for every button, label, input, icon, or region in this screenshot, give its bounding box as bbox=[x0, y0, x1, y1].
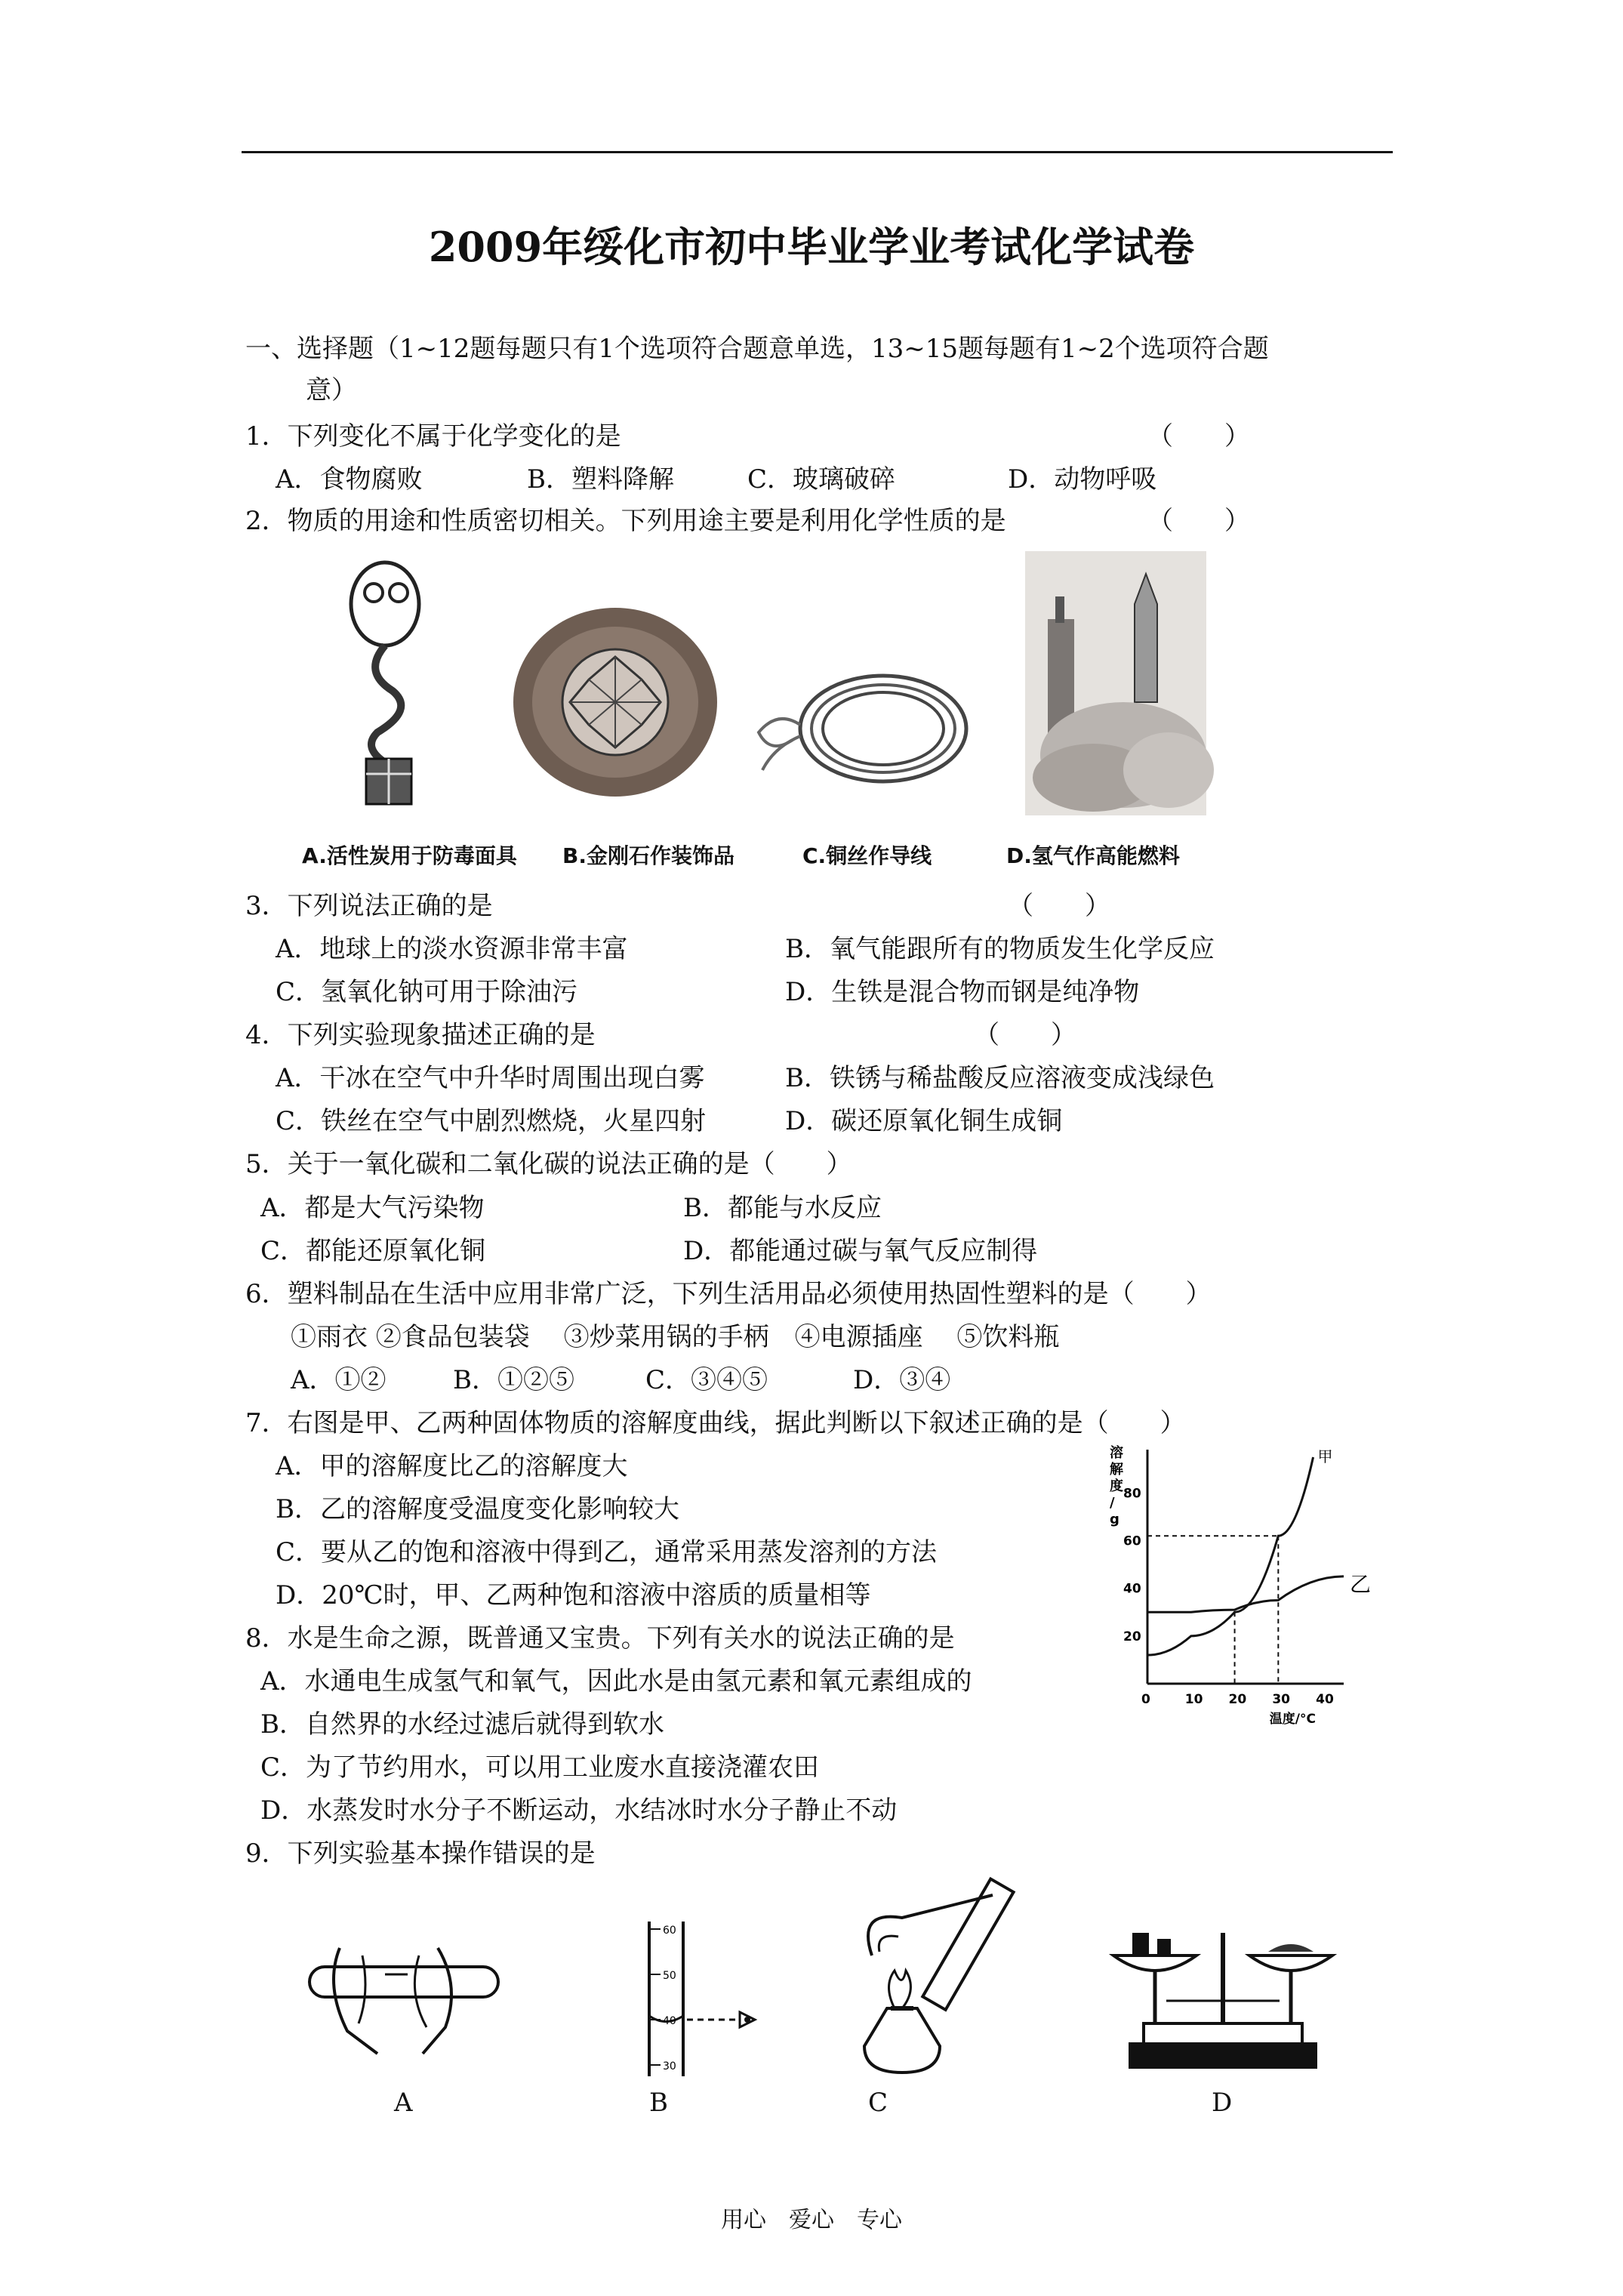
x-tick-label: 30 bbox=[1272, 1692, 1291, 1707]
q7-option: C．要从乙的饱和溶液中得到乙，通常采用蒸发溶剂的方法 bbox=[276, 1537, 938, 1567]
x-tick-label: 10 bbox=[1184, 1692, 1203, 1707]
cylinder-tick-label: 40 bbox=[663, 2015, 676, 2027]
gas-mask-image bbox=[332, 559, 460, 808]
cylinder-tick-label: 30 bbox=[663, 2060, 676, 2073]
q6-items: ①雨衣 ②食品包装袋 ③炒菜用锅的手柄 ④电源插座 ⑤饮料瓶 bbox=[291, 1322, 1060, 1352]
q4-answer-paren: （ ） bbox=[974, 1020, 1076, 1050]
q4-option: C．铁丝在空气中剧烈燃烧，火星四射 bbox=[276, 1106, 707, 1136]
q1-option: A．食物腐败 bbox=[276, 464, 423, 495]
q4-option: B．铁锈与稀盐酸反应溶液变成浅绿色 bbox=[785, 1063, 1215, 1093]
header-rule bbox=[242, 151, 1393, 153]
q9-label-b: B bbox=[649, 2088, 668, 2118]
q3-answer-paren: （ ） bbox=[1008, 891, 1110, 921]
q1-option: C．玻璃破碎 bbox=[747, 464, 896, 495]
page-footer: 用心 爱心 专心 bbox=[721, 2207, 902, 2233]
section-heading-cont: 意） bbox=[306, 375, 357, 405]
q4-option: A．干冰在空气中升华时周围出现白雾 bbox=[276, 1063, 705, 1093]
cylinder-tick-label: 60 bbox=[663, 1925, 676, 1937]
solubility-chart bbox=[1079, 1435, 1372, 1737]
q1-stem: 1．下列变化不属于化学变化的是 bbox=[245, 421, 621, 451]
q3-option: A．地球上的淡水资源非常丰富 bbox=[276, 934, 628, 964]
q6-option: A．①② bbox=[291, 1365, 387, 1395]
q2-answer-paren: （ ） bbox=[1147, 506, 1250, 536]
y-tick-label: 20 bbox=[1123, 1629, 1141, 1644]
q3-stem: 3．下列说法正确的是 bbox=[245, 891, 493, 921]
series-line-jia bbox=[1147, 1457, 1313, 1655]
q8-option: D．水蒸发时水分子不断运动，水结冰时水分子静止不动 bbox=[260, 1795, 898, 1826]
y-tick-label: 60 bbox=[1123, 1533, 1141, 1549]
q6-option: C．③④⑤ bbox=[645, 1365, 768, 1395]
test-tube-hands-image bbox=[294, 1933, 521, 2061]
q4-stem: 4．下列实验现象描述正确的是 bbox=[245, 1020, 596, 1050]
q1-option: B．塑料降解 bbox=[527, 464, 674, 495]
copper-wire-image bbox=[747, 664, 974, 793]
q8-option: C．为了节约用水，可以用工业废水直接浇灌农田 bbox=[260, 1752, 820, 1783]
q6-option: D．③④ bbox=[853, 1365, 951, 1395]
y-tick-label: 40 bbox=[1123, 1581, 1141, 1597]
q6-stem: 6．塑料制品在生活中应用非常广泛，下列生活用品必须使用热固性塑料的是（ ） bbox=[245, 1279, 1212, 1309]
q8-option: A．水通电生成氢气和氧气，因此水是由氢元素和氧元素组成的 bbox=[260, 1666, 972, 1697]
y-tick-label: 80 bbox=[1123, 1486, 1141, 1502]
q3-option: C．氢氧化钠可用于除油污 bbox=[276, 977, 578, 1007]
measuring-cylinder-image bbox=[627, 1914, 778, 2080]
q3-option: D．生铁是混合物而钢是纯净物 bbox=[785, 977, 1140, 1007]
q8-stem: 8．水是生命之源，既普通又宝贵。下列有关水的说法正确的是 bbox=[245, 1623, 955, 1653]
q5-option: C．都能还原氧化铜 bbox=[260, 1236, 486, 1266]
q2-caption-b: B.金刚石作装饰品 bbox=[562, 843, 735, 868]
section-heading: 一、选择题（1~12题每题只有1个选项符合题意单选，13~15题每题有1~2个选项符合题 bbox=[245, 334, 1269, 364]
q1-option: D．动物呼吸 bbox=[1008, 464, 1157, 495]
q3-option: B．氧气能跟所有的物质发生化学反应 bbox=[785, 934, 1215, 964]
q7-option: A．甲的溶解度比乙的溶解度大 bbox=[276, 1451, 628, 1481]
page-title: 2009年绥化市初中毕业学业考试化学试卷 bbox=[428, 223, 1195, 271]
q5-option: B．都能与水反应 bbox=[683, 1193, 882, 1223]
series-label: 乙 bbox=[1350, 1571, 1372, 1597]
cylinder-tick-label: 50 bbox=[663, 1970, 676, 1982]
x-tick-label: 0 bbox=[1141, 1692, 1150, 1707]
q4-option: D．碳还原氧化铜生成铜 bbox=[785, 1106, 1063, 1136]
q9-stem: 9．下列实验基本操作错误的是 bbox=[245, 1838, 596, 1869]
balance-scale-image bbox=[1098, 1910, 1347, 2084]
q9-label-d: D bbox=[1212, 2088, 1233, 2118]
q9-label-a: A bbox=[394, 2088, 413, 2118]
q7-option: D．20℃时，甲、乙两种饱和溶液中溶质的质量相等 bbox=[276, 1580, 871, 1610]
q7-option: B．乙的溶解度受温度变化影响较大 bbox=[276, 1494, 679, 1524]
x-tick-label: 40 bbox=[1316, 1692, 1334, 1707]
q5-option: D．都能通过碳与氧气反应制得 bbox=[683, 1236, 1038, 1266]
diamond-image bbox=[510, 604, 721, 800]
q8-option: B．自然界的水经过滤后就得到软水 bbox=[260, 1709, 664, 1740]
q1-answer-paren: （ ） bbox=[1147, 421, 1250, 451]
q5-option: A．都是大气污染物 bbox=[260, 1193, 485, 1223]
q2-stem: 2．物质的用途和性质密切相关。下列用途主要是利用化学性质的是 bbox=[245, 506, 1006, 536]
rocket-launch-image bbox=[1025, 551, 1206, 815]
q2-caption-d: D.氢气作高能燃料 bbox=[1006, 843, 1180, 868]
x-axis-label: 温度/°C bbox=[1269, 1712, 1316, 1727]
q9-label-c: C bbox=[868, 2088, 888, 2118]
y-axis-label: 溶解度/ g bbox=[1110, 1445, 1123, 1527]
q6-option: B．①②⑤ bbox=[453, 1365, 574, 1395]
series-line-yi bbox=[1147, 1576, 1344, 1612]
q2-caption-a: A.活性炭用于防毒面具 bbox=[302, 843, 517, 868]
q7-stem: 7．右图是甲、乙两种固体物质的溶解度曲线，据此判断以下叙述正确的是（ ） bbox=[245, 1408, 1186, 1438]
heating-liquid-image bbox=[827, 1865, 1053, 2091]
x-tick-label: 20 bbox=[1228, 1692, 1247, 1707]
q2-caption-c: C.铜丝作导线 bbox=[802, 843, 932, 868]
series-label: 甲 bbox=[1317, 1447, 1333, 1465]
q5-stem: 5．关于一氧化碳和二氧化碳的说法正确的是（ ） bbox=[245, 1149, 852, 1179]
